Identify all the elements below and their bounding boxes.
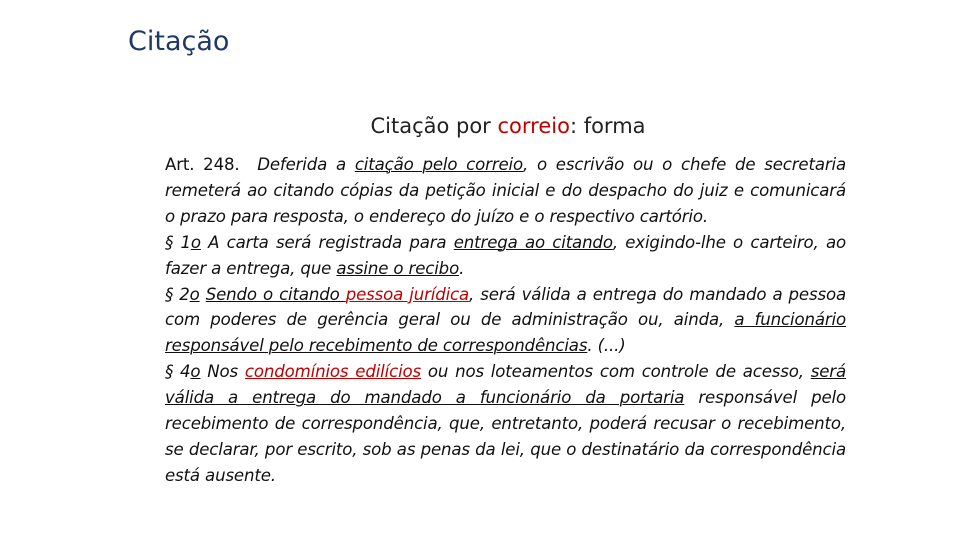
p4-highlight: será válida a entrega do mandado a funcionário da portaria xyxy=(165,362,846,408)
p1-text-3: . xyxy=(459,258,465,278)
p4-highlight-red: condomínios edilícios xyxy=(244,362,422,382)
p2-text-1: , será válida a entrega do mandado a pessoa com poderes de gerência geral ou de administração ou, ainda, xyxy=(165,284,847,330)
p1-text-1: A carta será registrada para xyxy=(200,232,454,252)
p2-ordinal: o xyxy=(189,284,200,304)
subtitle-highlight: correio xyxy=(497,114,570,138)
p4-ordinal: o xyxy=(190,362,201,382)
caput-text-2: , o escrivão ou o chefe de secretaria remeterá ao citando cópias da petição inicial e do despacho do juiz e comunicará o prazo para resposta, o endereço do juízo e o respectivo cartório. xyxy=(165,155,847,226)
page-title: Citação xyxy=(128,26,230,57)
p2-highlight-2: a funcionário responsável pelo recebimento de correspondências xyxy=(165,310,846,356)
p2-highlight-1: Sendo o citando xyxy=(205,284,346,304)
paragraph-1 xyxy=(165,230,846,282)
paragraph-4 xyxy=(165,359,846,489)
p2-marker: § 2 xyxy=(165,284,190,304)
article-number: Art. 248. xyxy=(165,155,240,174)
paragraph-2 xyxy=(165,282,846,360)
subtitle-part-3: : forma xyxy=(569,114,646,138)
p4-marker: § 4 xyxy=(165,362,191,382)
p1-marker: § 1 xyxy=(165,232,191,252)
caput-text-1: Deferida a xyxy=(257,155,355,174)
p4-text-2: ou nos loteamentos com controle de acesso, xyxy=(421,362,811,382)
paragraph-caput xyxy=(165,152,846,230)
p4-text-1: Nos xyxy=(200,362,245,382)
p2-text-2: . (...) xyxy=(587,336,626,356)
article-text xyxy=(165,152,846,489)
p1-highlight-2: assine o recibo xyxy=(336,258,460,278)
section-subtitle xyxy=(0,114,960,138)
subtitle-part-1: Citação por xyxy=(370,114,498,138)
caput-highlight: citação pelo correio xyxy=(354,155,524,174)
p2-highlight-red: pessoa jurídica xyxy=(345,284,470,304)
p1-highlight-1: entrega ao citando xyxy=(453,232,613,252)
p1-text-2: , exigindo-lhe o carteiro, ao fazer a entrega, que xyxy=(165,232,846,278)
p4-text-3: responsável pelo recebimento de correspondência, que, entretanto, poderá recusar o recebimento, se declarar, por escrito, sob as penas da lei, que o destinatário da correspondência está ausente. xyxy=(165,388,846,485)
p1-ordinal: o xyxy=(190,232,201,252)
